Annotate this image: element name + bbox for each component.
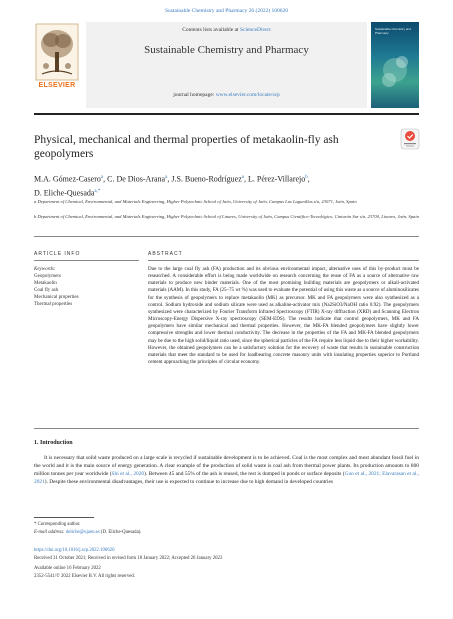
doi-link[interactable] <box>34 548 419 555</box>
corresponding-author-note: * Corresponding author. <box>34 522 81 527</box>
elsevier-wordmark: ELSEVIER <box>38 82 76 89</box>
keywords-label: Keywords: <box>34 267 56 272</box>
journal-banner <box>86 22 367 108</box>
introduction-heading: 1. Introduction <box>34 440 73 446</box>
author-affil-mark[interactable]: a <box>165 175 168 180</box>
author-name[interactable]: D. Eliche-Quesada <box>34 188 95 198</box>
journal-masthead <box>34 22 419 112</box>
reference-link[interactable]: Guo et al., 2021; Elavarasan et al., 2021 <box>34 471 420 486</box>
doi-url[interactable]: https://doi.org/10.1016/j.scp.2022.100620 <box>34 548 115 553</box>
masthead-divider <box>34 113 419 115</box>
author-affil-mark[interactable]: a,* <box>94 188 101 194</box>
contents-available-line <box>86 27 367 33</box>
intro-text: It is necessary that solid waste produced on a large scale is recycled if sustainable development is to be achieved. Coal is the most complex and most abundant fossil fuel in the world and it is the main source of energy generation. A clear example of the production of solid waste is coal ash from thermal power plants. Its production amounts to 800 million tonnes per year worldwide ( <box>34 455 419 478</box>
sciencedirect-link[interactable]: ScienceDirect <box>239 27 271 33</box>
author-list: M.A. Gómez-Casero$^a$, C. De Dios-Arana$^a$, J.S. Bueno-Rodríguez$^a$, L. Pérez-Villarejo$^b$, D. Eliche-Quesada$^{a,*}$ <box>34 174 310 198</box>
intro-text: ). Between 45 and 55% of the ash is reused, the rest is dumped in ponds or surface deposits ( <box>144 471 345 478</box>
keyword[interactable]: Coal fly ash <box>34 288 59 293</box>
received-dates: Received 31 October 2021; Received in revised form 18 January 2022; Accepted 26 January 2022 <box>34 556 223 561</box>
author-name[interactable]: J.S. Bueno-Rodríguez <box>171 174 242 184</box>
abstract-bottom-divider <box>34 428 419 429</box>
cover-artwork <box>371 22 419 108</box>
journal-citation-link[interactable]: Sustainable Chemistry and Pharmacy 26 (2022) 100620 <box>164 8 289 14</box>
journal-cover-image[interactable] <box>371 22 419 108</box>
email-line <box>34 530 419 537</box>
cover-title: Sustainable Chemistry and Pharmacy <box>375 27 411 35</box>
affiliation-b: b Department of Chemical, Environmental, and Materials Engineering, Higher Polytechnic School of Linares, University of Jaén, Campus Científico-Tecnológico, Cinturón Sur s/n, 23700, Linares, Jaén, Spain <box>34 214 419 219</box>
header-divider <box>34 236 419 237</box>
author-affil-mark[interactable]: a <box>241 175 244 180</box>
author-affil-mark[interactable]: a <box>100 175 104 180</box>
keyword[interactable]: Thermal properties <box>34 302 73 307</box>
footnote-divider <box>34 517 94 518</box>
affiliation-a: a Department of Chemical, Environmental, and Materials Engineering, Higher Polytechnic School of Jaén, University of Jaén, Campus Las Lagunillas s/n, 23071, Jaén, Spain <box>34 199 357 204</box>
article-title: Physical, mechanical and thermal properties of metakaolin-fly ash geopolymers <box>34 134 339 160</box>
email-link[interactable]: deliche@ujaen.es <box>65 530 100 535</box>
keyword[interactable]: Metakaolin <box>34 281 57 286</box>
abstract-heading: ABSTRACT <box>148 251 183 257</box>
author-name[interactable]: M.A. Gómez-Casero <box>34 174 101 184</box>
elsevier-tree-logo <box>34 22 80 82</box>
author-affil-mark[interactable]: b <box>305 175 308 180</box>
reference-link[interactable]: Shi et al., 2020 <box>111 471 145 478</box>
copyright-line: 2352-5541/© 2022 Elsevier B.V. All rights reserved. <box>34 574 135 579</box>
email-suffix: (D. Eliche-Quesada). <box>99 530 142 535</box>
abstract-text: Due to the large coal fly ash (FA) production and its obvious environmental impact, alternative uses of this by-product must be researched. A considerable effort is being made worldwide on research concerning the reuse of FA as a source of alternative raw materials to produce new binder materials. One of the most promising building materials are geopolymers or alkali-activated materials (AAM). In this study, FA (25–75 wt %) was used to evaluate the potential of using this waste as a source of aluminosilicates for the synthesis of geopolymers to replace metakaolin (MK) as precursor. MK and FA geopolymers were also synthesized as a control. Sodium hydroxide and sodium silicate were used as alkaline-activator mix (Na2SiO3/NaOH ratio 0.92). The geopolymers synthesized were characterized by Fourier Transform Infrared Spectroscopy (FTIR) X-ray diffraction (XRD) and Scanning Electron Microscopy-Energy Dispersive X-ray spectroscopy (SEM-EDS). The results indicate that control geopolymers, MK and FA geopolymers have similar mechanical and thermal properties. However, the MK-FA blended geopolymers have slightly lower compressive strengths and lower thermal conductivity. The decrease in the properties of the FA and MK-FA blended geopolymers may be due to the high solid/liquid ratio used, since the spherical particles of the FA require less liquid due to their higher workability. However, the obtained geopolymers can be a satisfactory solution for the recovery of waste that results in sustainable construction materials that meet the standard to be used for loadbearing concrete masonry units with insulating properties superior to Portland cement approaching the principles of circular economy. <box>148 266 419 366</box>
author-name[interactable]: C. De Dios-Arana <box>107 174 166 184</box>
introduction-paragraph <box>34 454 419 486</box>
journal-title[interactable]: Sustainable Chemistry and Pharmacy <box>144 44 309 56</box>
homepage-prefix: journal homepage: <box>173 92 216 98</box>
journal-homepage-line <box>86 92 367 98</box>
check-for-updates-icon[interactable] <box>400 128 420 150</box>
available-online: Available online 16 February 2022 <box>34 566 101 571</box>
article-info-heading: ARTICLE INFO <box>34 251 81 257</box>
author-name[interactable]: L. Pérez-Villarejo <box>248 174 306 184</box>
email-label: E-mail address: <box>34 530 66 535</box>
intro-text: ). Despite these environmental disadvantages, their use is expected to continue to increase due to high demand in developed countries <box>44 479 333 486</box>
keyword[interactable]: Geopolymers <box>34 274 61 279</box>
contents-prefix: Contents lists available at <box>182 27 240 33</box>
article-info-rule <box>34 260 139 261</box>
journal-homepage-link[interactable]: www.elsevier.com/locate/scp <box>215 92 280 98</box>
keyword[interactable]: Mechanical properties <box>34 295 79 300</box>
abstract-rule <box>148 260 419 261</box>
